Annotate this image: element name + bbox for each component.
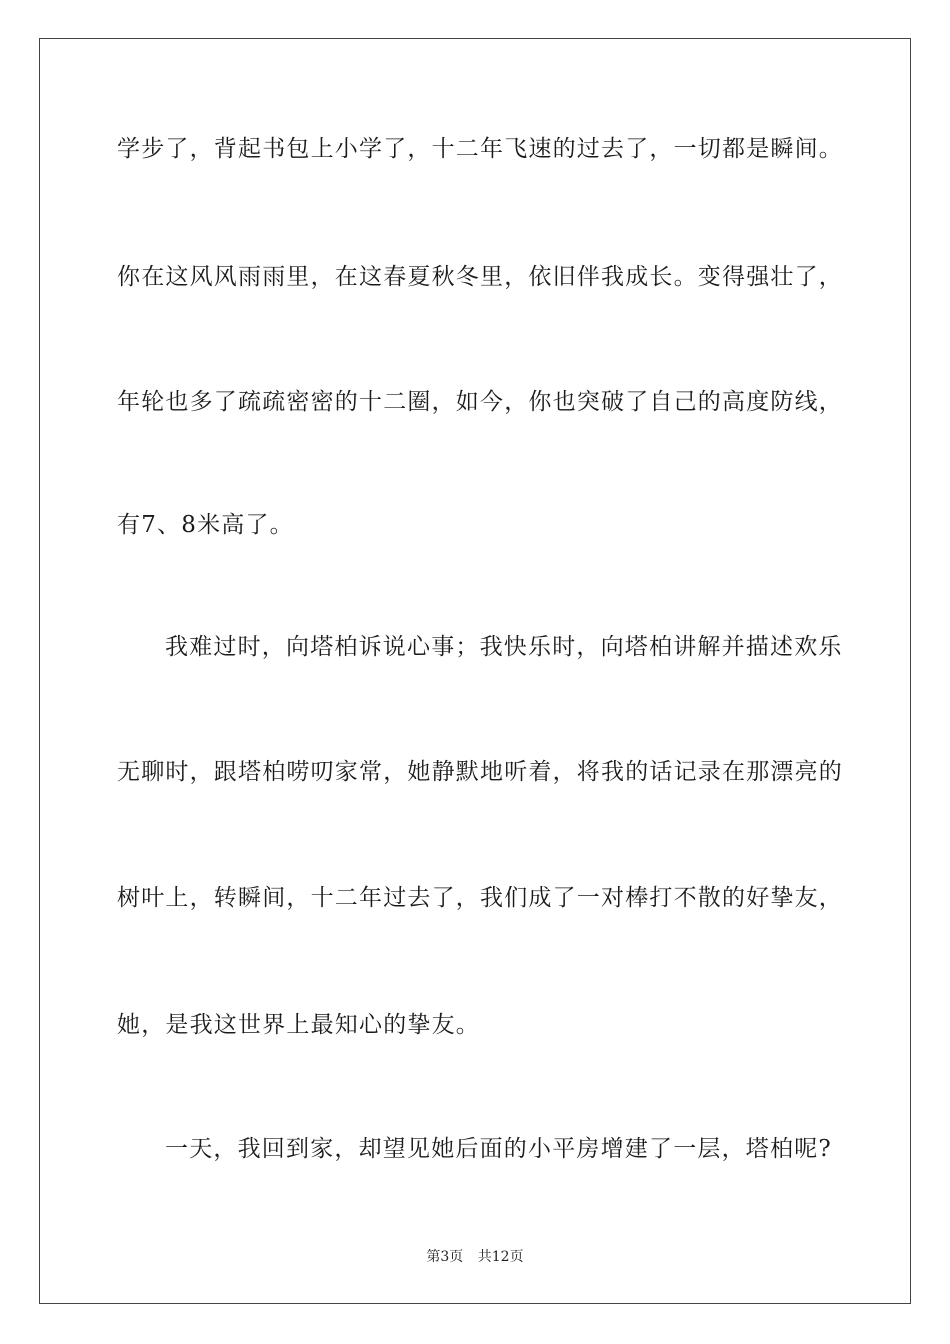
text-line: 你在这风风雨雨里，在这春夏秋冬里，依旧伴我成长。变得强壮了， [117,264,843,290]
text-line: 一天，我回到家，却望见她后面的小平房增建了一层，塔柏呢? [165,1136,832,1162]
page-total: 共12页 [477,1249,524,1265]
text-line: 无聊时，跟塔柏唠叨家常，她静默地听着，将我的话记录在那漂亮的 [117,759,843,785]
text-line: 树叶上，转瞬间，十二年过去了，我们成了一对棒打不散的好挚友， [117,885,843,911]
text-line: 我难过时，向塔柏诉说心事；我快乐时，向塔柏讲解并描述欢乐 [165,634,843,660]
text-line: 年轮也多了疏疏密密的十二圈，如今，你也突破了自己的高度防线， [117,389,843,415]
text-line: 她，是我这世界上最知心的挚友。 [117,1012,480,1038]
page-footer [0,1246,950,1266]
text-line: 学步了，背起书包上小学了，十二年飞速的过去了，一切都是瞬间。 [117,136,843,162]
page-number: 第3页 [426,1249,464,1265]
text-line: 有7、8米高了。 [117,512,294,538]
page-frame [39,38,911,1304]
